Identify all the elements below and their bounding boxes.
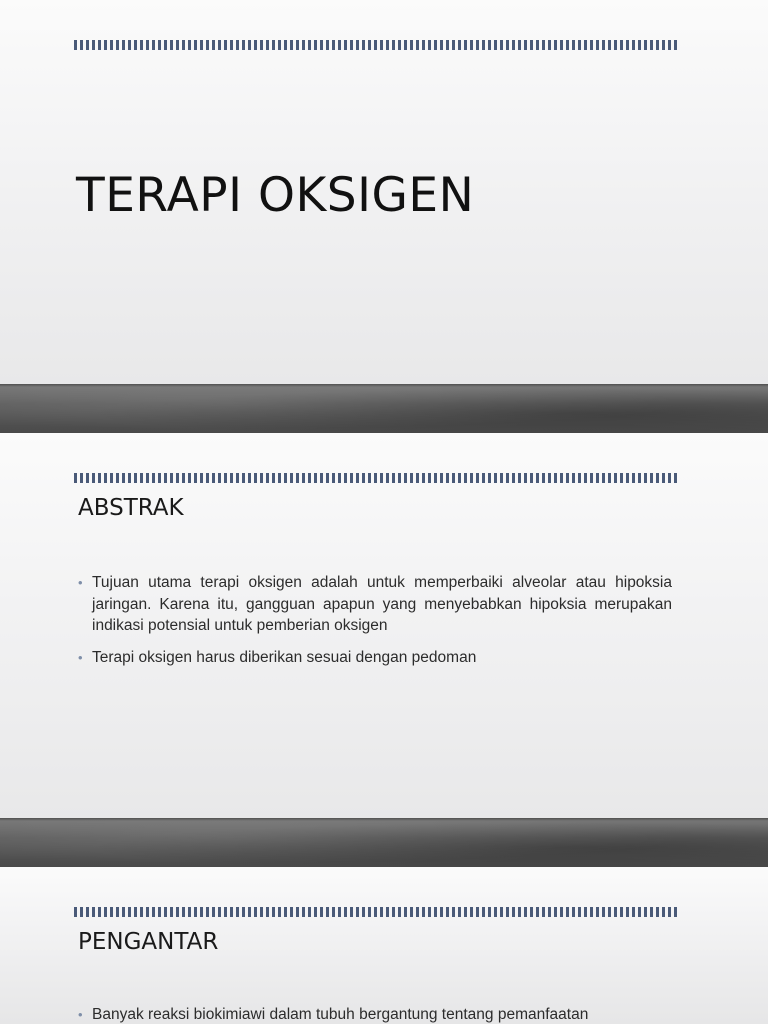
bullet-item bbox=[78, 647, 672, 669]
section-title: ABSTRAK bbox=[78, 495, 184, 521]
bullet-icon: • bbox=[78, 649, 83, 665]
bullet-list bbox=[78, 572, 672, 678]
bullet-list bbox=[78, 1004, 672, 1024]
slide-3[interactable] bbox=[0, 867, 768, 1024]
section-title: PENGANTAR bbox=[78, 929, 219, 955]
bullet-text: Tujuan utama terapi oksigen adalah untuk memperbaiki alveolar atau hipoksia jaringan. Karena itu, gangguan apapun yang menyebabkan hipoksia merupakan indikasi potensial untuk pemberian oksigen bbox=[92, 574, 672, 634]
decorative-hatch-bar bbox=[74, 907, 677, 917]
bullet-text: Banyak reaksi biokimiawi dalam tubuh bergantung tentang pemanfaatan bbox=[92, 1006, 589, 1023]
decorative-hatch-bar bbox=[74, 473, 677, 483]
bullet-item bbox=[78, 572, 672, 637]
decorative-floor-band bbox=[0, 384, 768, 433]
slide-title: TERAPI OKSIGEN bbox=[76, 168, 475, 223]
bullet-icon: • bbox=[78, 575, 83, 590]
decorative-hatch-bar bbox=[74, 40, 677, 50]
slide-2[interactable] bbox=[0, 433, 768, 867]
bullet-text: Terapi oksigen harus diberikan sesuai dengan pedoman bbox=[92, 648, 477, 666]
slide-1[interactable] bbox=[0, 0, 768, 433]
bullet-item bbox=[78, 1004, 672, 1024]
decorative-floor-band bbox=[0, 818, 768, 867]
bullet-icon: • bbox=[78, 1007, 83, 1022]
